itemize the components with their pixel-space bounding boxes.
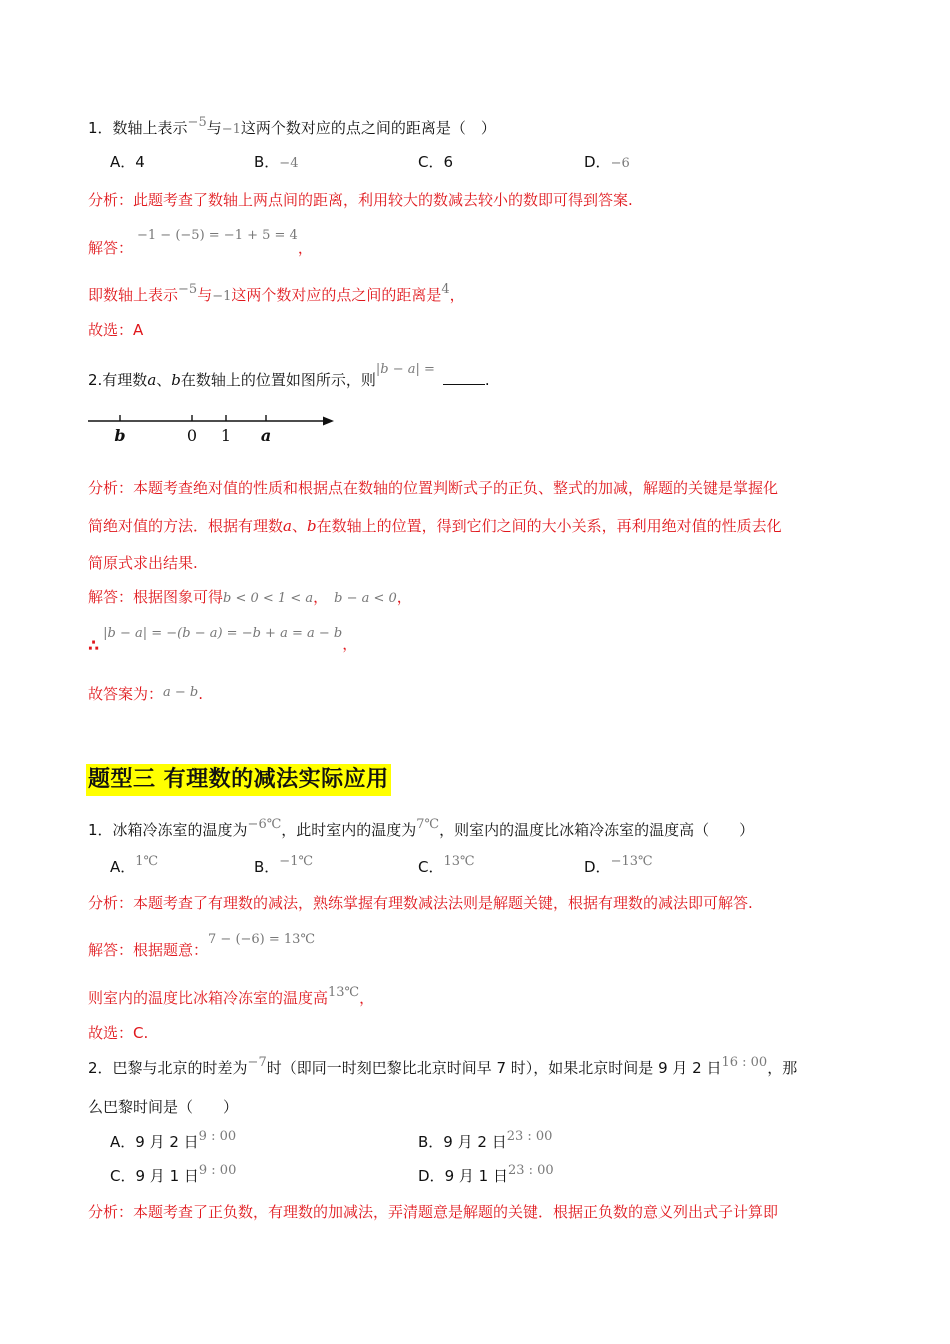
q2-answer-derivation: |b − a| = −(b − a) = −b + a = a − b	[103, 626, 343, 641]
q4-option-c: C．9 月 1 日9 : 00	[110, 1163, 237, 1185]
q4-option-b: B．9 月 2 日23 : 00	[418, 1129, 553, 1151]
q1-answer-line2: 即数轴上表示−5与−1这两个数对应的点之间的距离是4，	[88, 282, 465, 304]
q3-answer-line2: 则室内的温度比冰箱冷冻室的温度高13℃，	[88, 985, 375, 1007]
q1-option-c: C．6	[418, 153, 454, 171]
q3-choice: 故选：C.	[88, 1024, 149, 1042]
q1-option-a: A．4	[110, 153, 145, 171]
number-line-figure	[86, 410, 342, 450]
q3-option-c: C．13℃	[418, 854, 475, 876]
q2-final: 故答案为：a − b.	[88, 685, 204, 703]
q1-option-b: B．−4	[254, 153, 299, 171]
q1-option-d: D．−6	[584, 153, 630, 171]
q1-choice: 故选：A	[88, 321, 144, 339]
q4-analysis: 分析：本题考查了正负数，有理数的加减法，弄清题意是解题的关键．根据正负数的意义列出式子计算即	[88, 1203, 779, 1221]
q2-stem: 2.有理数a、b在数轴上的位置如图所示，则|b − a| =.	[88, 362, 490, 389]
q2-analysis-1: 分析：本题考查绝对值的性质和根据点在数轴的位置判断式子的正负、整式的加减，解题的关键是掌握化	[88, 479, 779, 497]
section-heading: 题型三 有理数的减法实际应用	[86, 764, 391, 796]
q1-answer-math: −1 − (−5) = −1 + 5 = 4	[137, 228, 298, 243]
q2-analysis-2: 简绝对值的方法．根据有理数a、b在数轴上的位置，得到它们之间的大小关系，再利用绝对值的性质去化	[88, 517, 782, 535]
q3-answer: 解答：根据题意：7 − (−6) = 13℃	[88, 932, 315, 959]
q2-answer-therefore: ∴|b − a| = −(b − a) = −b + a = a − b，	[88, 626, 358, 655]
q3-option-a: A．1℃	[110, 854, 159, 876]
label-0: 0	[186, 426, 198, 445]
q2-analysis-3: 简原式求出结果.	[88, 554, 198, 572]
q1-stem: 1．数轴上表示−5与−1这两个数对应的点之间的距离是（ ）	[88, 115, 496, 137]
q2-expression: |b − a| =	[375, 362, 435, 377]
q4-stem: 2．巴黎与北京的时差为−7时（即同一时刻巴黎比北京时间早 7 时），如果北京时间是 9 月 2 日16 : 00，那	[88, 1055, 798, 1077]
label-a: a	[260, 426, 272, 445]
q2-answer-sign: b − a < 0	[334, 591, 397, 606]
q2-answer-blank	[443, 370, 485, 385]
therefore-symbol: ∴	[88, 636, 100, 655]
q1-analysis: 分析：此题考查了数轴上两点间的距离，利用较大的数减去较小的数即可得到答案.	[88, 191, 633, 209]
q4-stem-line2: 么巴黎时间是（ ）	[88, 1098, 239, 1116]
q4-option-a: A．9 月 2 日9 : 00	[110, 1129, 237, 1151]
q3-stem: 1．冰箱冷冻室的温度为−6℃，此时室内的温度为7℃，则室内的温度比冰箱冷冻室的温度高（ ）	[88, 817, 755, 839]
number-line-arrow	[323, 417, 334, 426]
q3-option-d: D．−13℃	[584, 854, 653, 876]
q2-answer-inequality: b < 0 < 1 < a	[223, 591, 314, 606]
q3-option-b: B．−1℃	[254, 854, 314, 876]
q3-answer-math: 7 − (−6) = 13℃	[208, 932, 315, 947]
q4-option-d: D．9 月 1 日23 : 00	[418, 1163, 554, 1185]
q1-number-2: −1	[221, 122, 241, 137]
label-b: b	[114, 426, 126, 445]
q2-answer: 解答：根据图象可得b < 0 < 1 < a， b − a < 0，	[88, 588, 412, 606]
q1-number-1: −5	[187, 115, 207, 130]
q3-analysis: 分析：本题考查了有理数的减法，熟练掌握有理数减法法则是解题关键，根据有理数的减法即可解答.	[88, 894, 753, 912]
label-1: 1	[220, 426, 232, 445]
q1-answer: 解答：−1 − (−5) = −1 + 5 = 4，	[88, 228, 313, 257]
